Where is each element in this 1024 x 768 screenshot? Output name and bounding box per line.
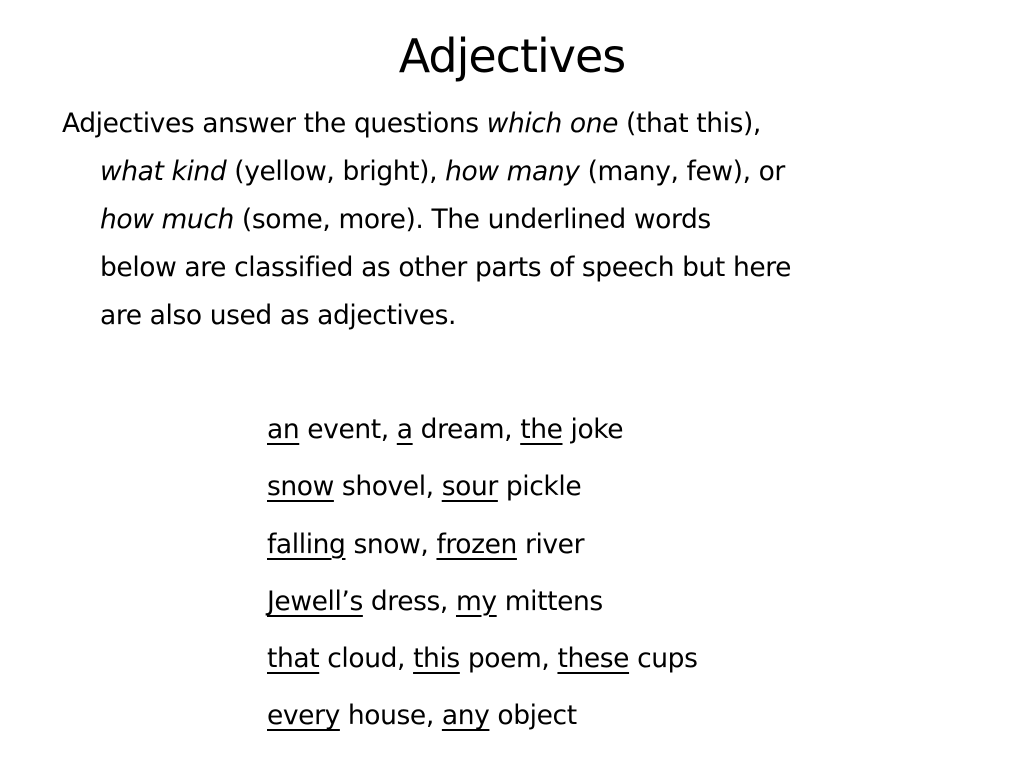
paragraph-text: (many, few), or (579, 156, 785, 187)
example-text: object (489, 700, 577, 732)
paragraph-text: (that this), (618, 108, 761, 139)
paragraph-line-2 (62, 148, 982, 196)
example-text: joke (562, 414, 624, 445)
underlined-word: the (520, 414, 563, 445)
example-text: cups (629, 643, 698, 675)
underlined-word: this (413, 643, 460, 675)
paragraph-line-5: are also used as adjectives. (100, 300, 457, 331)
paragraph-text: (some, more). The underlined words (233, 204, 711, 235)
example-text: house, (339, 700, 442, 732)
paragraph-italic-what-kind: what kind (100, 156, 227, 187)
example-row (267, 691, 697, 748)
example-text: poem, (459, 643, 558, 675)
underlined-word: falling (267, 528, 346, 560)
example-text: snow, (345, 528, 437, 560)
paragraph-line-4: below are classified as other parts of speech but here (100, 252, 792, 283)
paragraph-text: Adjectives answer the questions (62, 108, 487, 139)
underlined-word: snow (267, 471, 334, 503)
example-row (267, 520, 697, 577)
paragraph-line-1 (62, 100, 982, 148)
underlined-word: any (441, 700, 490, 732)
example-text: shovel, (333, 471, 442, 503)
body-paragraph (62, 100, 982, 340)
paragraph-italic-which-one: which one (486, 108, 619, 139)
example-list (267, 405, 697, 749)
paragraph-text: (yellow, bright), (226, 156, 446, 187)
example-text: dress, (362, 585, 456, 617)
example-text: mittens (496, 585, 603, 617)
underlined-word: sour (441, 471, 498, 503)
paragraph-line-3 (62, 196, 982, 244)
example-row (267, 462, 697, 519)
example-row (267, 405, 697, 462)
underlined-word: Jewell’s (267, 585, 363, 617)
example-text: river (516, 528, 585, 560)
paragraph-italic-how-much: how much (100, 204, 234, 235)
underlined-word: that (267, 643, 320, 675)
example-row (267, 634, 697, 691)
example-text: pickle (497, 471, 582, 503)
underlined-word: every (267, 700, 340, 732)
underlined-word: an (267, 414, 300, 445)
underlined-word: my (455, 585, 497, 617)
underlined-word: a (396, 414, 413, 445)
underlined-word: these (557, 643, 630, 675)
paragraph-italic-how-many: how many (445, 156, 580, 187)
example-row (267, 577, 697, 634)
underlined-word: frozen (436, 528, 517, 560)
example-text: cloud, (319, 643, 414, 675)
slide-title: Adjectives (398, 29, 626, 83)
example-text: dream, (412, 414, 521, 445)
example-text: event, (299, 414, 397, 445)
